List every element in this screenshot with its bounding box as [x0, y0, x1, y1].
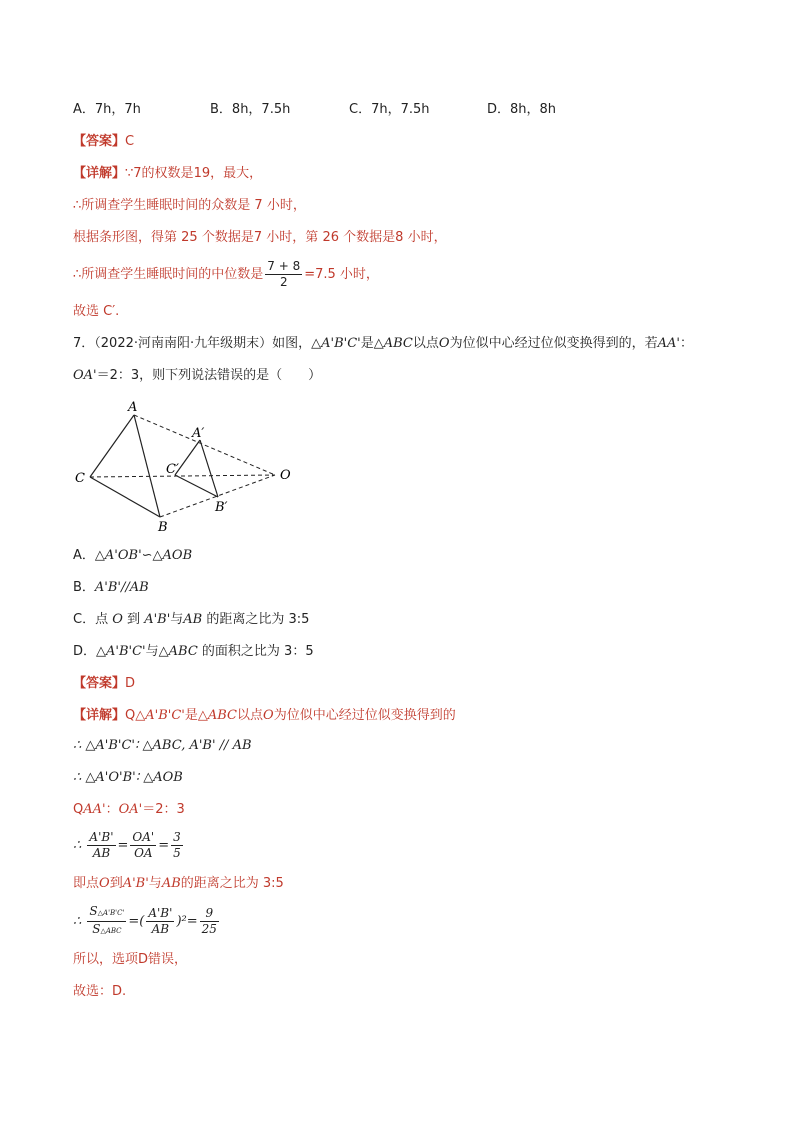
text: 根据条形图，得第: [73, 230, 178, 245]
math: △A'B'C': [135, 708, 185, 723]
text: A．: [73, 548, 95, 563]
text: =7.5 小时，: [304, 267, 379, 282]
math: OA': [73, 368, 97, 383]
fraction: [200, 906, 219, 937]
denominator: AB: [92, 846, 111, 860]
text: Q: [125, 708, 136, 723]
q7-detail-line-7: ∴ $\frac{S\triangle A'B'C'}{\text{S△ABC}}$ =( $\frac{A'B'}{AB}$ )²= $\frac{9}{25}$: [73, 902, 221, 942]
text: 与: [145, 644, 159, 659]
fraction: [265, 259, 302, 290]
math: △A'B'C': [96, 644, 146, 659]
text: 与: [170, 612, 184, 627]
text: ∴所调查学生睡眠时间的众数是: [73, 198, 251, 213]
q6-option-b: B．8h，7.5h: [210, 102, 291, 117]
fraction: [130, 830, 156, 861]
math: O: [438, 336, 450, 351]
math: O: [263, 708, 274, 723]
numerator: 7 + 8: [267, 259, 301, 273]
text: 个数据是: [201, 230, 254, 245]
text: 的面积之比为 3：5: [201, 644, 314, 659]
q7-option-b: [73, 578, 149, 598]
q7-detail-line-9: 故选：D.: [73, 984, 127, 999]
text: S: [89, 904, 98, 918]
q7-stem-line-2: [73, 366, 321, 386]
text: ∴: [73, 838, 82, 853]
answer-value: C: [125, 134, 135, 149]
fraction: [87, 904, 126, 939]
denominator: OA: [134, 846, 153, 860]
q6-detail-line-2: [73, 196, 306, 216]
math: AA': [83, 802, 106, 817]
answer-tag: 【答案】: [73, 676, 126, 691]
q7-detail-line-2: ∴ △A'B'C'∶ △ABC, A'B' // AB: [73, 738, 252, 753]
math: △ABC: [158, 644, 198, 659]
text: 的距离之比为 3:5: [180, 876, 284, 891]
text: 小时，第: [266, 230, 319, 245]
numerator: 9: [200, 906, 219, 922]
text: 的距离之比为 3:5: [206, 612, 310, 627]
text: 26: [322, 230, 339, 245]
answer-value: D: [125, 676, 136, 691]
q6-option-c: C．7h，7.5h: [349, 102, 430, 117]
math: △A'B'C': [311, 336, 361, 351]
math: AA': [657, 336, 680, 351]
text: 7．（2022·河南南阳·九年级期末）如图，: [73, 336, 312, 351]
text: ：: [679, 336, 693, 351]
text: B．: [73, 580, 95, 595]
numerator: 3: [173, 830, 181, 844]
text: ＝2：3，则下列说法错误的是（ ）: [96, 368, 322, 383]
answer-tag: 【答案】: [73, 134, 126, 149]
denominator: 25: [201, 922, 217, 936]
segment-ac: [90, 415, 134, 477]
label-c: C: [75, 471, 85, 486]
subscript: △A'B'C': [97, 909, 125, 917]
text: 是: [360, 336, 374, 351]
label-a-prime: A′: [192, 426, 205, 441]
text: Q: [73, 802, 84, 817]
q6-option-d: D．8h，8h: [487, 102, 557, 117]
text: 个数据是: [343, 230, 396, 245]
text: ＝2：3: [142, 802, 185, 817]
q7-option-c: [73, 610, 309, 630]
detail-tag: 【详解】: [73, 708, 126, 723]
text: ：: [105, 802, 119, 817]
math: △ABC: [373, 336, 413, 351]
segment-a1b1: [200, 440, 218, 497]
text: S: [92, 922, 101, 936]
detail-tag: 【详解】: [73, 166, 126, 181]
text: 7: [253, 230, 263, 245]
q7-option-d: [73, 642, 314, 662]
text: 所以，选项: [73, 952, 139, 967]
text: 到: [127, 612, 141, 627]
q6-answer: [73, 132, 134, 152]
text: 7: [254, 198, 263, 213]
q7-stem-line-1: [73, 334, 693, 354]
text: D: [138, 952, 149, 967]
text: ，最大，: [210, 166, 263, 181]
text: 小时，: [266, 198, 306, 213]
q6-option-a: A．7h，7h: [73, 102, 141, 117]
text: 即点: [73, 876, 100, 891]
q6-detail-line-1: [73, 164, 262, 184]
q7-detail-line-5: ∴ $\frac{A'B'}{AB}$ = $\frac{OA'}{OA}$ = $\frac{3}{5}$: [73, 830, 181, 860]
numerator: A'B': [89, 830, 114, 844]
math: AB: [183, 612, 203, 627]
text: 为位似中心经过位似变换得到的，若: [449, 336, 658, 351]
label-c-prime: C′: [166, 462, 179, 477]
math: AB: [161, 876, 181, 891]
text: 小时，: [407, 230, 447, 245]
math: △A'OB'∽△AOB: [94, 548, 193, 563]
text: 到: [109, 876, 123, 891]
q7-answer: [73, 674, 135, 694]
label-b-prime: B′: [215, 500, 228, 515]
text: 以点: [237, 708, 264, 723]
math: A'B': [144, 612, 171, 627]
numerator: A'B': [148, 906, 173, 920]
subscript: △ABC: [100, 927, 122, 935]
math: O: [99, 876, 110, 891]
text: D．: [73, 644, 97, 659]
q6-detail-line-5: [73, 302, 119, 322]
math: A'B': [122, 876, 149, 891]
text: ∵7的权数是: [125, 166, 194, 181]
text: 错误，: [148, 952, 188, 967]
text: 19: [193, 166, 211, 181]
math: OA': [118, 802, 143, 817]
text: 以点: [412, 336, 439, 351]
math: O: [112, 612, 123, 627]
text: 与: [148, 876, 162, 891]
q6-detail-line-3: [73, 228, 447, 248]
text: ∴: [73, 914, 82, 929]
fraction: [146, 906, 174, 937]
text: ∴所调查学生睡眠时间的中位数是: [73, 267, 264, 282]
q7-detail-line-3: ∴ △A'O'B'∶ △AOB: [73, 770, 183, 785]
q7-option-a: [73, 546, 192, 566]
text: 是: [184, 708, 198, 723]
math: △ABC: [197, 708, 238, 723]
denominator: AB: [151, 922, 170, 936]
q7-detail-line-8: [73, 950, 187, 970]
label-b: B: [158, 520, 168, 535]
dashed-co: [90, 475, 275, 477]
segment-cb: [90, 477, 160, 517]
denominator: 2: [279, 275, 288, 289]
q6-detail-line-4: [73, 258, 379, 292]
text: 8: [395, 230, 404, 245]
denominator: 5: [173, 846, 181, 860]
text: C．点: [73, 612, 109, 627]
label-a: A: [128, 400, 138, 415]
q7-detail-line-1: [73, 706, 456, 726]
text: 故选 C′.: [73, 304, 120, 319]
text: 为位似中心经过位似变换得到的: [273, 708, 456, 723]
fraction: [87, 830, 115, 861]
math: A'B'//AB: [94, 580, 149, 595]
fraction: [171, 830, 183, 861]
q7-detail-line-6: [73, 874, 284, 894]
dashed-ao: [134, 415, 275, 475]
homothety-figure: [60, 395, 310, 540]
text: 25: [181, 230, 198, 245]
label-o: O: [280, 468, 291, 483]
numerator: OA': [132, 830, 155, 844]
segment-ab: [134, 415, 160, 517]
q7-detail-line-4: [73, 800, 185, 820]
